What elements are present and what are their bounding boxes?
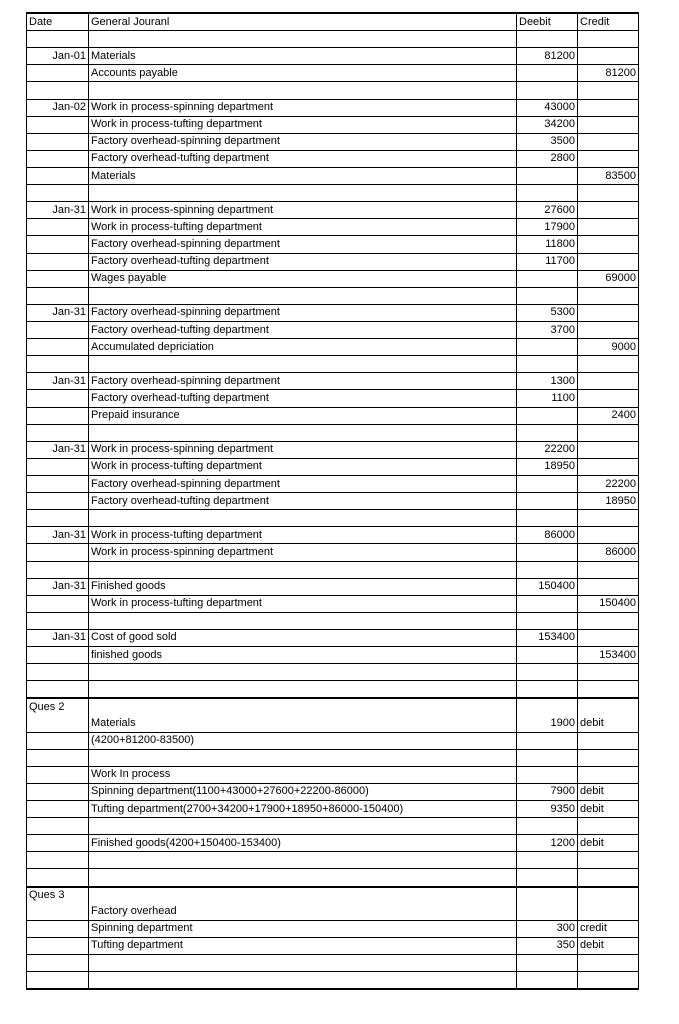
line-credit [578,150,639,167]
credit-cell [578,612,639,629]
wip-tufting-text: Tufting department(2700+34200+17900+18950+86000-150400) [89,801,517,818]
entry-date [27,253,89,270]
line-description: finished goods [89,647,517,664]
ques2-spinning-row [27,783,639,800]
entry-date: Jan-31 [27,202,89,219]
description-cell [89,869,517,887]
journal-line [27,116,639,133]
entry-date: Jan-31 [27,373,89,390]
debit-cell [517,749,578,766]
entry-date [27,407,89,424]
journal-body [27,13,639,989]
line-credit [578,99,639,116]
journal-line [27,373,639,390]
line-debit [517,475,578,492]
line-description: Work in process-tufting department [89,458,517,475]
line-credit [578,578,639,595]
header-debit: Deebit [517,13,578,31]
entry-date [27,150,89,167]
journal-line [27,527,639,544]
date-cell [27,869,89,887]
description-cell [89,681,517,699]
journal-line [27,647,639,664]
wip-spinning-side: debit [578,783,639,800]
fo-title: Factory overhead [89,904,517,921]
entry-date: Jan-01 [27,48,89,65]
entry-date [27,236,89,253]
entry-date [27,595,89,612]
debit-cell [517,31,578,48]
date-cell [27,31,89,48]
entry-date [27,493,89,510]
line-debit: 150400 [517,578,578,595]
ques3-label: Ques 3 [27,887,89,904]
line-credit: 18950 [578,493,639,510]
line-debit [517,493,578,510]
blank-row [27,424,639,441]
credit-cell [578,869,639,887]
finished-side: debit [578,835,639,852]
entry-date [27,475,89,492]
wip-spinning-amount: 7900 [517,783,578,800]
entry-date [27,321,89,338]
journal-line [27,407,639,424]
line-credit [578,253,639,270]
blank-row [27,287,639,304]
debit-cell [517,818,578,835]
journal-line [27,629,639,646]
debit-cell [517,561,578,578]
journal-line [27,167,639,184]
line-debit: 1100 [517,390,578,407]
line-description: Work in process-tufting department [89,219,517,236]
blank-row [27,664,639,681]
ques2-materials-row [27,715,639,732]
line-description: Factory overhead-tufting department [89,321,517,338]
line-credit [578,236,639,253]
credit-cell [578,424,639,441]
entry-date: Jan-02 [27,99,89,116]
journal-sheet [26,12,638,990]
line-credit: 9000 [578,339,639,356]
date-cell [27,920,89,937]
materials-calc: (4200+81200-83500) [89,732,517,749]
line-debit [517,270,578,287]
credit-cell [578,818,639,835]
journal-line [27,595,639,612]
line-debit [517,407,578,424]
debit-cell [517,732,578,749]
journal-line [27,133,639,150]
date-cell [27,681,89,699]
debit-cell [517,287,578,304]
journal-line [27,253,639,270]
line-description: Factory overhead-tufting department [89,493,517,510]
date-cell [27,732,89,749]
date-cell [27,937,89,954]
date-cell [27,904,89,921]
fo-spinning-amount: 300 [517,920,578,937]
blank-row [27,972,639,990]
credit-cell [578,561,639,578]
journal-line [27,99,639,116]
line-description: Work in process-tufting department [89,595,517,612]
debit-cell [517,424,578,441]
date-cell [27,510,89,527]
entry-date [27,339,89,356]
entry-date [27,116,89,133]
line-credit [578,527,639,544]
blank-row [27,869,639,887]
blank-row [27,356,639,373]
journal-line [27,578,639,595]
debit-cell [517,82,578,99]
line-description: Work in process-spinning department [89,99,517,116]
line-description: Work in process-spinning department [89,544,517,561]
credit-cell [578,698,639,715]
line-description: Factory overhead-spinning department [89,373,517,390]
line-description: Work in process-tufting department [89,527,517,544]
blank-row [27,510,639,527]
entry-date [27,167,89,184]
line-description: Factory overhead-tufting department [89,390,517,407]
description-cell [89,749,517,766]
ques3-tufting-row [27,937,639,954]
line-credit: 81200 [578,65,639,82]
date-cell [27,766,89,783]
date-cell [27,783,89,800]
line-credit [578,133,639,150]
description-cell [89,972,517,990]
date-cell [27,801,89,818]
header-journal: General Jouranl [89,13,517,31]
ques2-wip-row [27,766,639,783]
entry-date [27,270,89,287]
credit-cell [578,852,639,869]
date-cell [27,561,89,578]
credit-cell [578,904,639,921]
debit-cell [517,904,578,921]
line-credit: 150400 [578,595,639,612]
credit-cell [578,664,639,681]
line-debit: 1300 [517,373,578,390]
credit-cell [578,356,639,373]
date-cell [27,356,89,373]
journal-line [27,48,639,65]
ques3-row [27,887,639,904]
credit-cell [578,681,639,699]
ques2-finished-row [27,835,639,852]
debit-cell [517,356,578,373]
line-credit: 83500 [578,167,639,184]
credit-cell [578,766,639,783]
line-description: Factory overhead-spinning department [89,304,517,321]
credit-cell [578,972,639,990]
journal-line [27,236,639,253]
credit-cell [578,185,639,202]
line-credit [578,321,639,338]
ques2-row [27,698,639,715]
description-cell [89,561,517,578]
description-cell [89,31,517,48]
description-cell [89,510,517,527]
line-description: Work in process-spinning department [89,441,517,458]
blank-row [27,681,639,699]
line-debit: 34200 [517,116,578,133]
description-cell [89,185,517,202]
line-description: Factory overhead-tufting department [89,150,517,167]
blank-row [27,31,639,48]
entry-date: Jan-31 [27,527,89,544]
date-cell [27,82,89,99]
credit-cell [578,82,639,99]
blank-row [27,852,639,869]
entry-date [27,133,89,150]
debit-cell [517,887,578,904]
ques3-spinning-row [27,920,639,937]
line-description: Factory overhead-tufting department [89,253,517,270]
debit-cell [517,698,578,715]
debit-cell [517,664,578,681]
journal-line [27,458,639,475]
blank-row [27,82,639,99]
credit-cell [578,732,639,749]
line-description: Work in process-spinning department [89,202,517,219]
entry-date [27,647,89,664]
entry-date [27,65,89,82]
journal-line [27,390,639,407]
date-cell [27,749,89,766]
blank-row [27,955,639,972]
journal-line [27,202,639,219]
line-credit [578,202,639,219]
blank-row [27,612,639,629]
line-debit [517,544,578,561]
entry-date: Jan-31 [27,304,89,321]
debit-cell [517,681,578,699]
fo-tufting-text: Tufting department [89,937,517,954]
line-description: Materials [89,167,517,184]
wip-tufting-amount: 9350 [517,801,578,818]
line-credit [578,116,639,133]
line-credit: 153400 [578,647,639,664]
line-credit [578,304,639,321]
finished-amount: 1200 [517,835,578,852]
entry-date [27,458,89,475]
line-debit [517,339,578,356]
description-cell [89,852,517,869]
materials-amount: 1900 [517,715,578,732]
date-cell [27,818,89,835]
journal-line [27,493,639,510]
line-debit: 5300 [517,304,578,321]
debit-cell [517,612,578,629]
line-credit: 22200 [578,475,639,492]
description-cell [89,612,517,629]
header-row [27,13,639,31]
line-description: Cost of good sold [89,629,517,646]
entry-date [27,390,89,407]
debit-cell [517,955,578,972]
line-description: Factory overhead-spinning department [89,133,517,150]
journal-line [27,544,639,561]
description-cell [89,287,517,304]
journal-line [27,475,639,492]
line-description: Factory overhead-spinning department [89,475,517,492]
header-credit: Credit [578,13,639,31]
credit-cell [578,955,639,972]
fo-tufting-amount: 350 [517,937,578,954]
entry-date: Jan-31 [27,441,89,458]
description-cell [89,82,517,99]
line-debit: 11700 [517,253,578,270]
line-credit: 69000 [578,270,639,287]
entry-date [27,544,89,561]
debit-cell [517,766,578,783]
date-cell [27,972,89,990]
line-credit [578,458,639,475]
date-cell [27,612,89,629]
credit-cell [578,287,639,304]
line-debit: 86000 [517,527,578,544]
line-credit [578,373,639,390]
ques2-tufting-row [27,801,639,818]
line-description: Finished goods [89,578,517,595]
line-debit: 17900 [517,219,578,236]
credit-cell [578,749,639,766]
line-credit: 86000 [578,544,639,561]
date-cell [27,424,89,441]
line-credit [578,441,639,458]
header-date: Date [27,13,89,31]
description-cell [89,955,517,972]
fo-spinning-text: Spinning department [89,920,517,937]
line-debit [517,167,578,184]
finished-text: Finished goods(4200+150400-153400) [89,835,517,852]
line-description: Work in process-tufting department [89,116,517,133]
description-cell [89,818,517,835]
date-cell [27,955,89,972]
line-description: Accumulated depriciation [89,339,517,356]
line-description: Wages payable [89,270,517,287]
journal-line [27,270,639,287]
wip-tufting-side: debit [578,801,639,818]
materials-title: Materials [89,715,517,732]
credit-cell [578,510,639,527]
date-cell [27,852,89,869]
description-cell [89,424,517,441]
description-cell [89,698,517,715]
general-journal-table [26,12,639,990]
fo-tufting-side: debit [578,937,639,954]
line-debit: 22200 [517,441,578,458]
line-debit: 27600 [517,202,578,219]
line-debit [517,647,578,664]
journal-line [27,339,639,356]
credit-cell [578,31,639,48]
line-debit: 2800 [517,150,578,167]
line-debit [517,595,578,612]
materials-side: debit [578,715,639,732]
line-debit: 43000 [517,99,578,116]
line-description: Prepaid insurance [89,407,517,424]
journal-line [27,65,639,82]
journal-line [27,321,639,338]
credit-cell [578,887,639,904]
debit-cell [517,852,578,869]
ques2-label: Ques 2 [27,698,89,715]
ques3-title-row [27,904,639,921]
journal-line [27,219,639,236]
debit-cell [517,510,578,527]
line-debit: 81200 [517,48,578,65]
date-cell [27,835,89,852]
date-cell [27,664,89,681]
line-description: Accounts payable [89,65,517,82]
line-credit [578,390,639,407]
description-cell [89,887,517,904]
blank-row [27,185,639,202]
line-debit: 18950 [517,458,578,475]
debit-cell [517,869,578,887]
line-debit: 153400 [517,629,578,646]
line-description: Factory overhead-spinning department [89,236,517,253]
wip-title: Work In process [89,766,517,783]
description-cell [89,356,517,373]
date-cell [27,287,89,304]
description-cell [89,664,517,681]
journal-line [27,150,639,167]
line-debit: 3700 [517,321,578,338]
wip-spinning-text: Spinning department(1100+43000+27600+22200-86000) [89,783,517,800]
date-cell [27,715,89,732]
line-debit: 3500 [517,133,578,150]
line-credit [578,48,639,65]
line-debit: 11800 [517,236,578,253]
line-debit [517,65,578,82]
entry-date: Jan-31 [27,578,89,595]
fo-spinning-side: credit [578,920,639,937]
entry-date [27,219,89,236]
blank-row [27,749,639,766]
debit-cell [517,972,578,990]
blank-row [27,818,639,835]
line-credit: 2400 [578,407,639,424]
entry-date: Jan-31 [27,629,89,646]
date-cell [27,185,89,202]
line-description: Materials [89,48,517,65]
ques2-materials-calc-row [27,732,639,749]
blank-row [27,561,639,578]
debit-cell [517,185,578,202]
line-credit [578,629,639,646]
journal-line [27,441,639,458]
line-credit [578,219,639,236]
journal-line [27,304,639,321]
